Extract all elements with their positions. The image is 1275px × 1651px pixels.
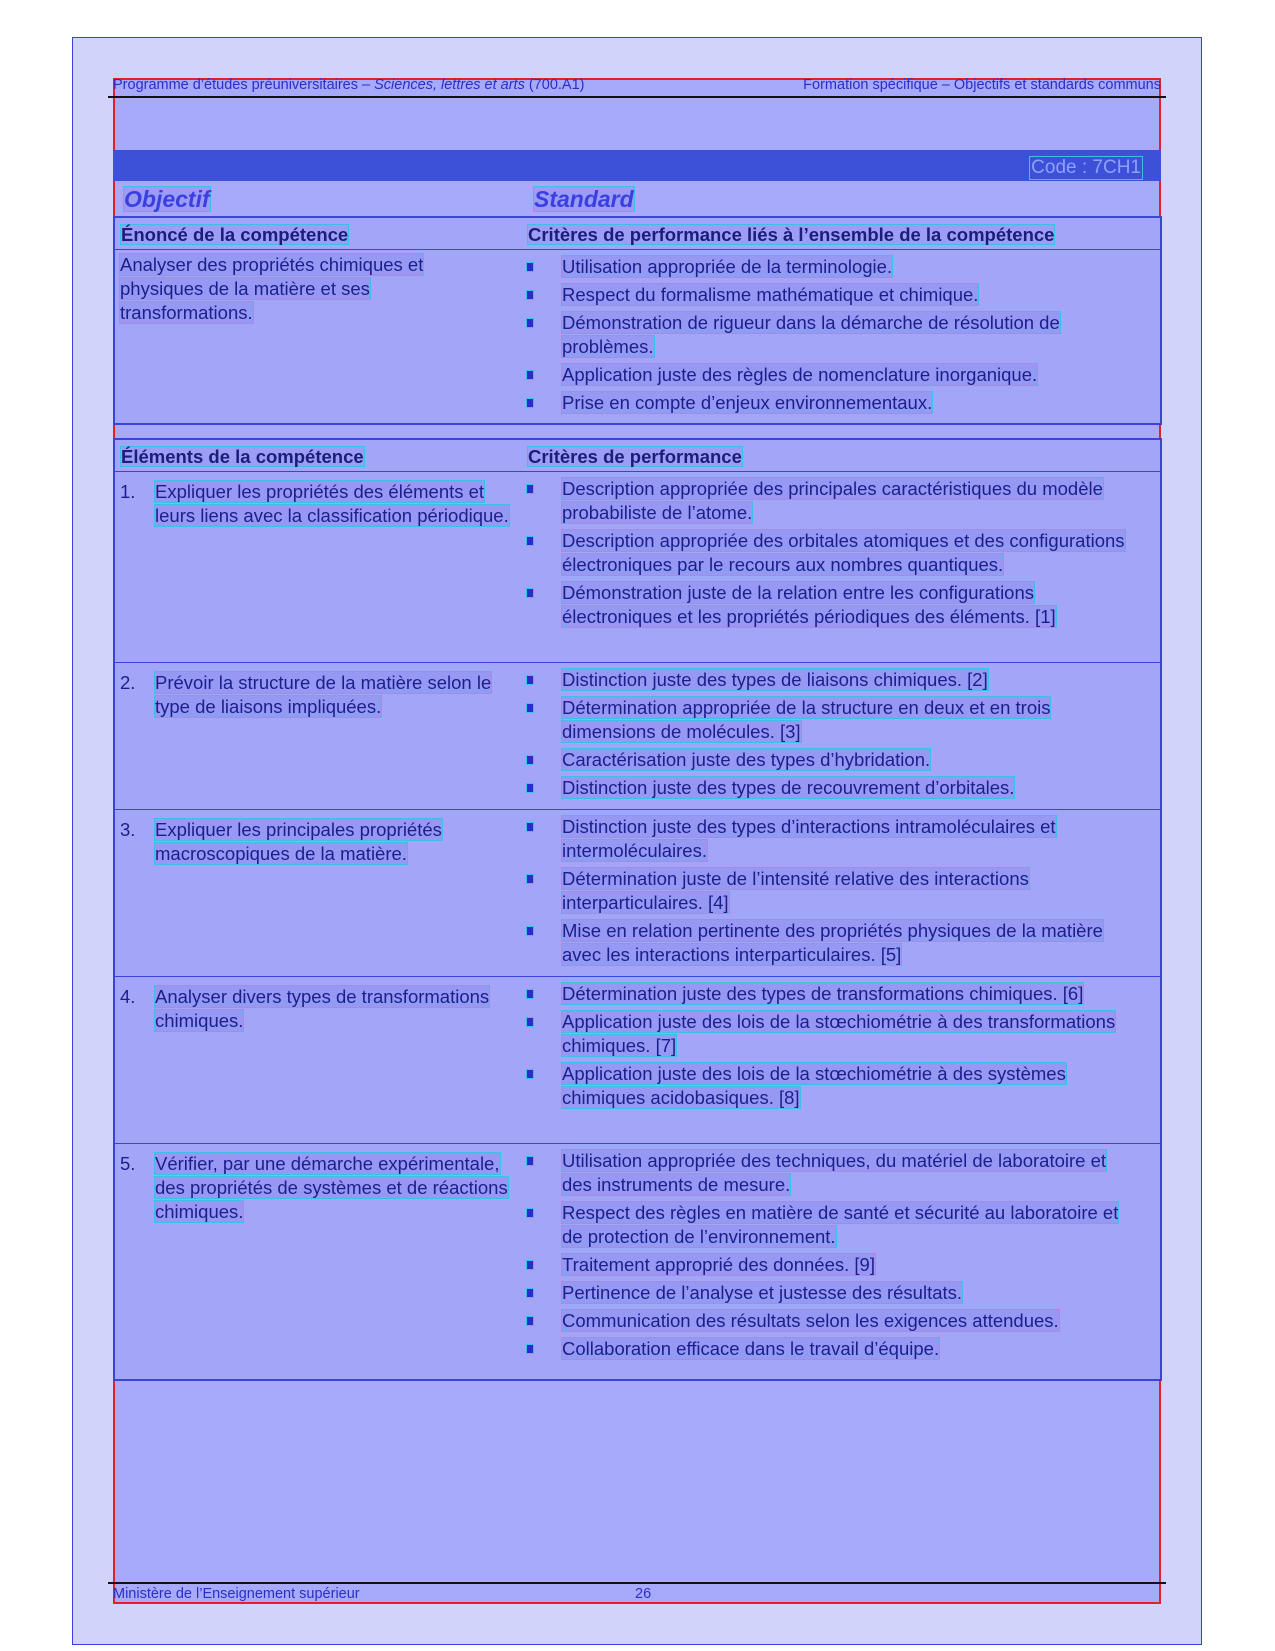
element-text: Expliquer les propriétés des éléments et leurs liens avec la classification périodique. (155, 481, 509, 526)
element-text: Vérifier, par une démarche expérimentale, des propriétés de systèmes et de réactions chimiques. (155, 1153, 508, 1222)
list-item: Prise en compte d’enjeux environnementaux. (527, 391, 1127, 415)
table-row (115, 663, 1160, 810)
criteria-list (527, 477, 1127, 633)
page-number: 26 (635, 1586, 652, 1602)
list-item: Caractérisation juste des types d’hybridation. (527, 748, 1127, 772)
elements-table (113, 438, 1162, 1381)
competence-row (115, 250, 1160, 426)
list-item: Détermination appropriée de la structure en deux et en trois dimensions de molécules. [3] (527, 696, 1127, 744)
criteria-list (527, 668, 1127, 804)
list-item: Détermination juste des types de transformations chimiques. [6] (527, 982, 1127, 1006)
list-item: Application juste des lois de la stœchiométrie à des transformations chimiques. [7] (527, 1010, 1127, 1058)
competence-statement: Analyser des propriétés chimiques et physiques de la matière et ses transformations. (120, 254, 424, 323)
list-item: Distinction juste des types de recouvrement d’orbitales. (527, 776, 1127, 800)
column-titles (113, 186, 1161, 212)
elements-header: Éléments de la compétence (121, 446, 364, 467)
section-title: Formation spécifique – Objectifs et standards communs (803, 77, 1161, 93)
list-item: Application juste des lois de la stœchiométrie à des systèmes chimiques acidobasiques. [8] (527, 1062, 1127, 1110)
list-item: Respect des règles en matière de santé et sécurité au laboratoire et de protection de l’environnement. (527, 1201, 1127, 1249)
standard-title: Standard (534, 186, 634, 212)
element-number: 2. (120, 672, 136, 693)
element-text: Prévoir la structure de la matière selon le type de liaisons impliquées. (155, 672, 492, 717)
competence-criteria-list (527, 255, 1127, 419)
ministry-name: Ministère de l’Enseignement supérieur (113, 1586, 360, 1602)
list-item: Détermination juste de l’intensité relative des interactions interparticulaires. [4] (527, 867, 1127, 915)
table-row (115, 1144, 1160, 1382)
objective-title: Objectif (124, 186, 210, 212)
header-rule (108, 96, 1166, 98)
list-item: Démonstration de rigueur dans la démarche de résolution de problèmes. (527, 311, 1127, 359)
criteria-list (527, 1149, 1127, 1365)
performance-criteria-header: Critères de performance (528, 446, 742, 467)
list-item: Traitement approprié des données. [9] (527, 1253, 1127, 1277)
list-item: Description appropriée des orbitales atomiques et des configurations électroniques par le recours aux nombres quantiques. (527, 529, 1127, 577)
competence-table (113, 216, 1162, 425)
table-row (115, 810, 1160, 977)
list-item: Pertinence de l’analyse et justesse des résultats. (527, 1281, 1127, 1305)
criteria-list (527, 815, 1127, 971)
list-item: Utilisation appropriée des techniques, du matériel de laboratoire et des instruments de mesure. (527, 1149, 1127, 1197)
list-item: Utilisation appropriée de la terminologie. (527, 255, 1127, 279)
criteria-list (527, 982, 1127, 1114)
list-item: Collaboration efficace dans le travail d’équipe. (527, 1337, 1127, 1361)
element-number: 3. (120, 819, 136, 840)
element-text: Analyser divers types de transformations chimiques. (155, 986, 490, 1031)
element-number: 4. (120, 986, 136, 1007)
elements-table-header (115, 440, 1160, 472)
statement-header: Énoncé de la compétence (121, 224, 349, 245)
list-item: Communication des résultats selon les exigences attendues. (527, 1309, 1127, 1333)
list-item: Respect du formalisme mathématique et chimique. (527, 283, 1127, 307)
list-item: Démonstration juste de la relation entre les configurations électroniques et les propriétés périodiques des éléments. [1] (527, 581, 1127, 629)
page-footer (113, 1586, 1161, 1602)
program-title: Programme d’études préuniversitaires – Sciences, lettres et arts (700.A1) (113, 77, 585, 93)
element-text: Expliquer les principales propriétés macroscopiques de la matière. (155, 819, 442, 864)
list-item: Mise en relation pertinente des propriétés physiques de la matière avec les interactions interparticulaires. [5] (527, 919, 1127, 967)
list-item: Application juste des règles de nomenclature inorganique. (527, 363, 1127, 387)
competence-table-header (115, 218, 1160, 250)
list-item: Description appropriée des principales caractéristiques du modèle probabiliste de l’atome. (527, 477, 1127, 525)
criteria-header: Critères de performance liés à l’ensemble de la compétence (528, 224, 1055, 245)
course-code: Code : 7CH1 (1031, 157, 1141, 178)
table-row (115, 472, 1160, 663)
code-bar (113, 150, 1161, 181)
running-header (113, 77, 1161, 93)
element-number: 1. (120, 481, 136, 502)
table-row (115, 977, 1160, 1144)
list-item: Distinction juste des types d’interactions intramoléculaires et intermoléculaires. (527, 815, 1127, 863)
footer-rule (108, 1582, 1166, 1584)
element-number: 5. (120, 1153, 136, 1174)
list-item: Distinction juste des types de liaisons chimiques. [2] (527, 668, 1127, 692)
